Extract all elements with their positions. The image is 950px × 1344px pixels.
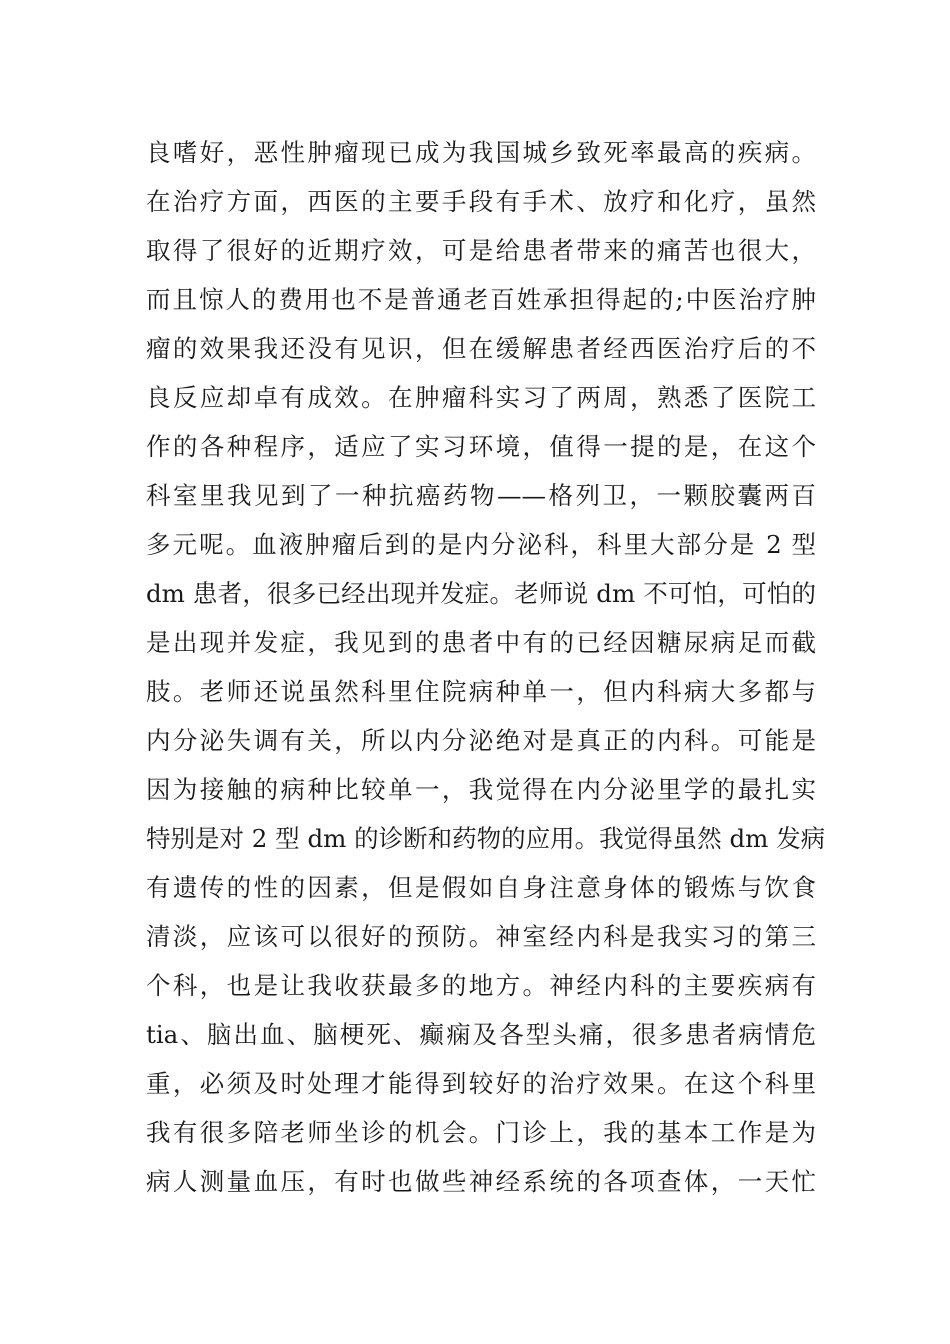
- text-line: 科室里我见到了一种抗癌药物——格列卫，一颗胶囊两百: [146, 481, 816, 510]
- text-line: 取得了很好的近期疗效，可是给患者带来的痛苦也很大，: [146, 236, 816, 265]
- text-line: 因为接触的病种比较单一，我觉得在内分泌里学的最扎实: [146, 775, 816, 804]
- text-line: 良反应却卓有成效。在肿瘤科实习了两周，熟悉了医院工: [146, 383, 816, 412]
- text-line: 内分泌失调有关，所以内分泌绝对是真正的内科。可能是: [146, 726, 816, 755]
- text-line: 在治疗方面，西医的主要手段有手术、放疗和化疗，虽然: [146, 187, 816, 216]
- text-line: 病人测量血压，有时也做些神经系统的各项查体，一天忙: [146, 1167, 816, 1196]
- text-line: 清淡，应该可以很好的预防。神室经内科是我实习的第三: [146, 922, 816, 951]
- text-line: 而且惊人的费用也不是普通老百姓承担得起的;中医治疗肿: [146, 285, 816, 314]
- text-line: 瘤的效果我还没有见识，但在缓解患者经西医治疗后的不: [146, 334, 816, 363]
- text-line: 特别是对 2 型 dm 的诊断和药物的应用。我觉得虽然 dm 发病: [146, 824, 826, 853]
- text-line: tia、脑出血、脑梗死、癫痫及各型头痛，很多患者病情危: [146, 1020, 816, 1049]
- text-line: dm 患者，很多已经出现并发症。老师说 dm 不可怕，可怕的: [146, 579, 816, 608]
- text-line: 我有很多陪老师坐诊的机会。门诊上，我的基本工作是为: [146, 1118, 816, 1147]
- text-line: 良嗜好，恶性肿瘤现已成为我国城乡致死率最高的疾病。: [146, 138, 816, 167]
- body-text: [146, 128, 826, 1206]
- text-line: 肢。老师还说虽然科里住院病种单一，但内科病大多都与: [146, 677, 816, 706]
- text-line: 是出现并发症，我见到的患者中有的已经因糖尿病足而截: [146, 628, 816, 657]
- text-line: 有遗传的性的因素，但是假如自身注意身体的锻炼与饮食: [146, 873, 816, 902]
- text-line: 个科，也是让我收获最多的地方。神经内科的主要疾病有: [146, 971, 816, 1000]
- text-line: 多元呢。血液肿瘤后到的是内分泌科，科里大部分是 2 型: [146, 530, 816, 559]
- text-line: 作的各种程序，适应了实习环境，值得一提的是，在这个: [146, 432, 816, 461]
- text-line: 重，必须及时处理才能得到较好的治疗效果。在这个科里: [146, 1069, 816, 1098]
